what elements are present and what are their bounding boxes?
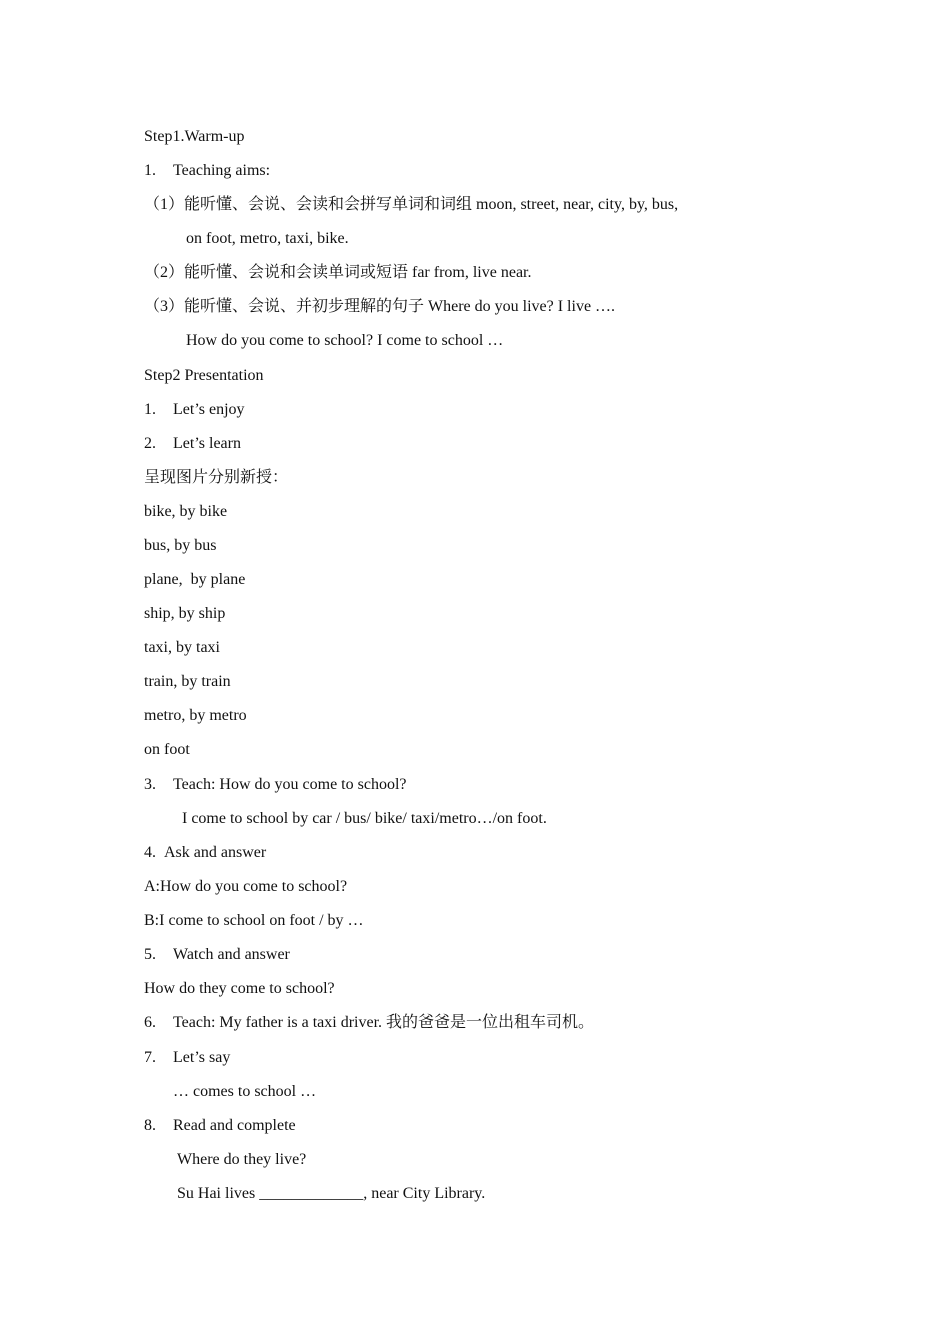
item-number: 1. bbox=[144, 162, 156, 179]
step2-heading: Step2 Presentation bbox=[144, 367, 264, 384]
vocab-line: bus, by bus bbox=[144, 537, 217, 554]
presentation-item-5 bbox=[144, 945, 290, 965]
item-3-answer: I come to school by car / bus/ bike/ taxi/metro…/on foot. bbox=[182, 810, 547, 827]
item-text: Let’s enjoy bbox=[173, 401, 245, 418]
presentation-item-8 bbox=[144, 1116, 296, 1136]
item-text: Watch and answer bbox=[173, 946, 290, 963]
dialog-a: A:How do you come to school? bbox=[144, 878, 348, 895]
item-text: Teach: How do you come to school? bbox=[173, 776, 407, 793]
item-5-question: How do they come to school? bbox=[144, 980, 335, 997]
item-8-question: Where do they live? bbox=[177, 1151, 307, 1168]
item-number: 8. bbox=[144, 1117, 156, 1134]
vocab-line: bike, by bike bbox=[144, 503, 228, 520]
vocab-line: metro, by metro bbox=[144, 707, 247, 724]
item-text: Let’s learn bbox=[173, 435, 241, 452]
presentation-item-7 bbox=[144, 1048, 230, 1068]
presentation-item-2 bbox=[144, 434, 241, 454]
vocab-line: taxi, by taxi bbox=[144, 639, 220, 656]
presentation-item-6 bbox=[144, 1013, 594, 1033]
item-number: 4. bbox=[144, 844, 156, 861]
item-text: Teach: My father is a taxi driver. 我的爸爸是一位出租车司机。 bbox=[173, 1014, 595, 1031]
item-8-fill-blank: Su Hai lives _____________, near City Library. bbox=[177, 1185, 486, 1202]
item-number: 6. bbox=[144, 1014, 156, 1031]
teaching-aims-item bbox=[144, 161, 270, 181]
dialog-b: B:I come to school on foot / by … bbox=[144, 912, 364, 929]
presentation-intro: 呈现图片分别新授： bbox=[144, 469, 289, 486]
aim-2: （2）能听懂、会说和会读单词或短语 far from, live near. bbox=[144, 264, 532, 281]
aim-3-line-1: （3）能听懂、会说、并初步理解的句子 Where do you live? I live …. bbox=[144, 298, 616, 315]
aim-1-line-1: （1）能听懂、会说、会读和会拼写单词和词组 moon, street, near, city, by, bus, bbox=[144, 196, 679, 213]
presentation-item-4 bbox=[144, 843, 266, 863]
item-text: Let’s say bbox=[173, 1049, 231, 1066]
item-text: Read and complete bbox=[173, 1117, 296, 1134]
item-number: 5. bbox=[144, 946, 156, 963]
aim-3-line-2: How do you come to school? I come to school … bbox=[186, 332, 504, 349]
item-number: 2. bbox=[144, 435, 156, 452]
item-number: 7. bbox=[144, 1049, 156, 1066]
item-number: 3. bbox=[144, 776, 156, 793]
vocab-line: ship, by ship bbox=[144, 605, 226, 622]
vocab-line: plane, by plane bbox=[144, 571, 246, 588]
vocab-line: on foot bbox=[144, 741, 190, 758]
vocab-line: train, by train bbox=[144, 673, 231, 690]
item-7-sub: … comes to school … bbox=[173, 1083, 317, 1100]
item-text: Ask and answer bbox=[164, 844, 267, 861]
aim-1-line-2: on foot, metro, taxi, bike. bbox=[186, 230, 349, 247]
item-text: Teaching aims: bbox=[173, 162, 271, 179]
item-number: 1. bbox=[144, 401, 156, 418]
presentation-item-1 bbox=[144, 400, 245, 420]
presentation-item-3 bbox=[144, 775, 406, 795]
step1-heading: Step1.Warm-up bbox=[144, 128, 245, 145]
